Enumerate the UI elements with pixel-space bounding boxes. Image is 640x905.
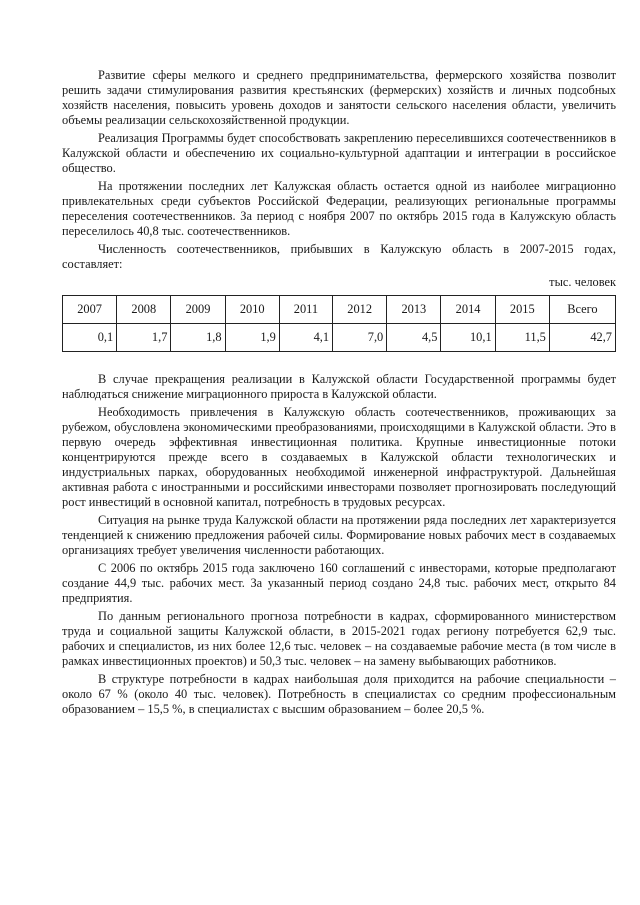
- table-header-cell: 2007: [63, 296, 117, 324]
- paragraph-demand-structure: В структуре потребности в кадрах наибольшая доля приходится на рабочие специальности – около 67 % (около 40 тыс. человек). Потребность в специалистах со средним профессиональным образованием – 15,5 %, в специалистах с высшим образованием – более 20,5 %.: [62, 672, 616, 716]
- table-header-cell: 2011: [279, 296, 332, 324]
- paragraph-migration-attractiveness: На протяжении последних лет Калужская область остается одной из наиболее миграционно привлекательных среди субъектов Российской Федерации, реализующих региональные программы переселения соотечественников. За период с ноября 2007 по октябрь 2015 года в Калужскую область переселилось 40,8 тыс. соотечественников.: [62, 179, 616, 238]
- paragraph-staff-forecast: По данным регионального прогноза потребности в кадрах, сформированного министерством труда и социальной защиты Калужской области, в 2015-2021 годах региону потребуется 62,9 тыс. рабочих и специалистов, из них более 12,6 тыс. человек – на создаваемые рабочие места (в том числе в рамках инвестиционных проектов) и 50,3 тыс. человек – на замену выбывающих работников.: [62, 609, 616, 668]
- table-value-cell: 1,8: [171, 324, 225, 352]
- paragraph-labor-market: Ситуация на рынке труда Калужской области на протяжении ряда последних лет характеризуется тенденцией к снижению предложения рабочей силы. Формирование новых рабочих мест в создаваемых организациях требует увеличения численности работающих.: [62, 513, 616, 557]
- paragraph-program-termination: В случае прекращения реализации в Калужской области Государственной программы будет наблюдаться снижение миграционного прироста в Калужской области.: [62, 372, 616, 401]
- table-value-cell: 11,5: [495, 324, 549, 352]
- table-header-cell: 2014: [441, 296, 495, 324]
- table-header-cell: 2015: [495, 296, 549, 324]
- table-value-cell: 7,0: [333, 324, 387, 352]
- table-value-cell: 4,1: [279, 324, 332, 352]
- paragraph-farming: Развитие сферы мелкого и среднего предпринимательства, фермерского хозяйства позволит решить задачи стимулирования развития крестьянских (фермерских) хозяйств и личных подсобных хозяйств населения, повысить уровень доходов и занятости сельского населения области, увеличить объемы реализации сельскохозяйственной продукции.: [62, 68, 616, 127]
- table-header-cell: 2008: [117, 296, 171, 324]
- table-header-row: [63, 296, 616, 324]
- table-header-cell: Всего: [549, 296, 615, 324]
- table-header-cell: 2013: [387, 296, 441, 324]
- paragraph-table-intro: Численность соотечественников, прибывших в Калужскую область в 2007-2015 годах, составляет:: [62, 242, 616, 271]
- table-unit-label: тыс. человек: [549, 275, 616, 289]
- table-header-cell: 2012: [333, 296, 387, 324]
- paragraph-investor-agreements: С 2006 по октябрь 2015 года заключено 160 соглашений с инвесторами, которые предполагают создание 44,9 тыс. рабочих мест. За указанный период создано 24,8 тыс. рабочих мест, открыто 84 предприятия.: [62, 561, 616, 605]
- table-value-cell: 1,9: [225, 324, 279, 352]
- table-value-cell: 0,1: [63, 324, 117, 352]
- table-value-cell: 1,7: [117, 324, 171, 352]
- paragraph-program-integration: Реализация Программы будет способствовать закреплению переселившихся соотечественников в Калужской области и обеспечению их социально-культурной адаптации и интеграции в российское общество.: [62, 131, 616, 175]
- table-row: [63, 324, 616, 352]
- table-value-cell: 4,5: [387, 324, 441, 352]
- table-header-cell: 2009: [171, 296, 225, 324]
- paragraph-investment-policy: Необходимость привлечения в Калужскую область соотечественников, проживающих за рубежом, обусловлена экономическими преобразованиями, происходящими в Калужской области. Это в первую очередь эффективная инвестиционная политика. Крупные инвестиционные потоки концентрируются прежде всего в создаваемых в Калужской области технологических и индустриальных парках, оборудованных необходимой инженерной инфраструктурой. Дальнейшая активная работа с иностранными и российскими инвесторами позволяет прогнозировать последующий рост инвестиций в основной капитал, потребность в трудовых ресурсах.: [62, 405, 616, 509]
- table-value-cell: 10,1: [441, 324, 495, 352]
- migrants-by-year-table: [62, 295, 616, 352]
- table-header-cell: 2010: [225, 296, 279, 324]
- table-value-cell: 42,7: [549, 324, 615, 352]
